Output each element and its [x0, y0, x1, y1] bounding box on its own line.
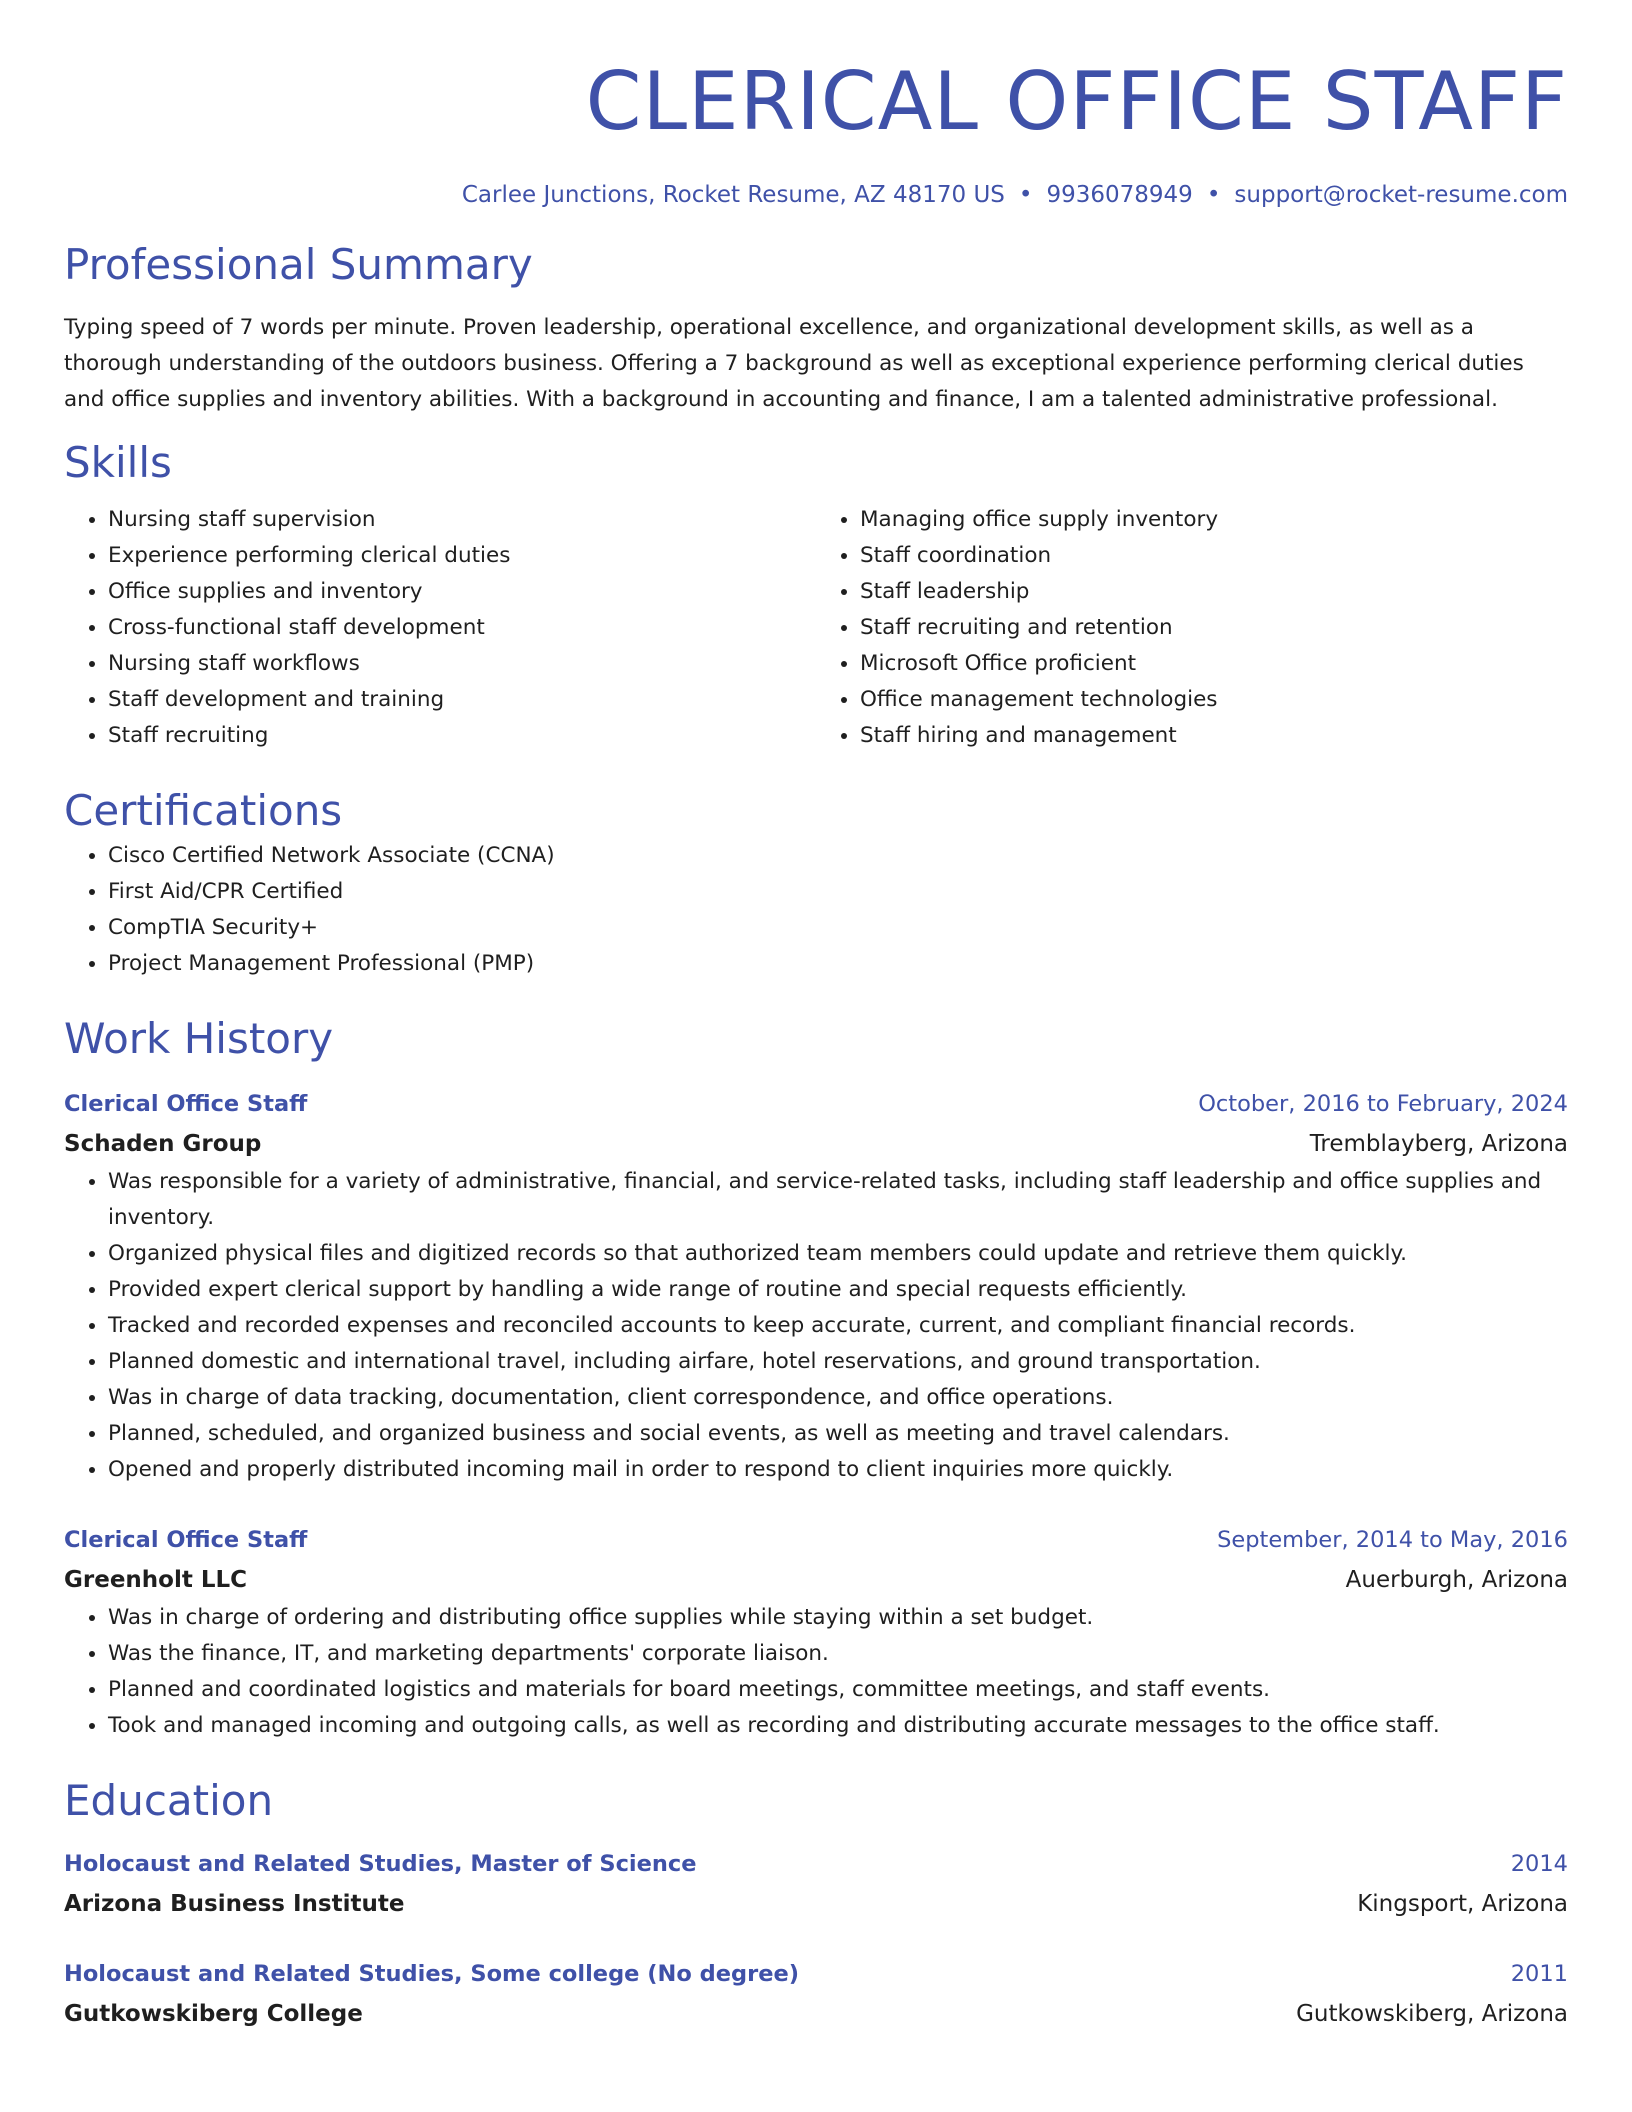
education-location: Kingsport, Arizona: [1357, 1891, 1568, 1917]
resume-page: [64, 0, 1568, 2034]
job-duty: • Was responsible for a variety of administrative, financial, and service-related tasks, including staff leadership and office supplies and inventory.: [108, 1164, 1568, 1236]
job-duty: • Was in charge of ordering and distributing office supplies while staying within a set budget.: [108, 1600, 1568, 1636]
skill-item: • Managing office supply inventory: [860, 502, 1568, 538]
job-duty: • Provided expert clerical support by handling a wide range of routine and special requests efficiently.: [108, 1272, 1568, 1308]
skills-heading: Skills: [64, 438, 172, 487]
job-location: Tremblayberg, Arizona: [1309, 1131, 1568, 1157]
job-duty: • Organized physical files and digitized records so that authorized team members could update and retrieve them quickly.: [108, 1236, 1568, 1272]
job-duties-list: [64, 1164, 1568, 1488]
contact-phone: 9936078949: [1046, 182, 1193, 208]
contact-line: [64, 180, 1568, 210]
job-dates: October, 2016 to February, 2024: [1198, 1091, 1568, 1117]
education-year: 2011: [1510, 1961, 1568, 1987]
contact-address: Carlee Junctions, Rocket Resume, AZ 48170 US: [461, 182, 1005, 208]
certifications-heading: Certifications: [64, 786, 343, 835]
skill-item: • Staff recruiting and retention: [860, 610, 1568, 646]
summary-heading: Professional Summary: [64, 240, 533, 289]
skill-item: • Experience performing clerical duties: [108, 538, 816, 574]
skill-item: • Staff recruiting: [108, 718, 816, 754]
job-duty: • Planned and coordinated logistics and materials for board meetings, committee meetings, and staff events.: [108, 1672, 1568, 1708]
job-entry: [64, 1084, 1568, 1488]
education-header-row: [64, 1844, 1568, 1884]
skills-columns: [64, 502, 1568, 754]
contact-email: support@rocket-resume.com: [1234, 182, 1568, 208]
job-title: Clerical Office Staff: [64, 1527, 308, 1553]
job-duty: • Planned domestic and international travel, including airfare, hotel reservations, and ground transportation.: [108, 1344, 1568, 1380]
work-history-heading: Work History: [64, 1014, 334, 1063]
job-duty: • Was the finance, IT, and marketing departments' corporate liaison.: [108, 1636, 1568, 1672]
certification-item: • Cisco Certified Network Associate (CCNA): [108, 838, 1568, 874]
job-dates: September, 2014 to May, 2016: [1217, 1527, 1568, 1553]
job-duties-list: [64, 1600, 1568, 1744]
skill-item: • Staff development and training: [108, 682, 816, 718]
job-employer-row: [64, 1124, 1568, 1164]
skill-item: • Office supplies and inventory: [108, 574, 816, 610]
certification-item: • Project Management Professional (PMP): [108, 946, 1568, 982]
skill-item: • Nursing staff supervision: [108, 502, 816, 538]
education-degree: Holocaust and Related Studies, Master of Science: [64, 1851, 697, 1877]
education-header-row: [64, 1954, 1568, 1994]
job-duty: • Took and managed incoming and outgoing calls, as well as recording and distributing accurate messages to the office staff.: [108, 1708, 1568, 1744]
job-employer-row: [64, 1560, 1568, 1600]
skill-item: • Microsoft Office proficient: [860, 646, 1568, 682]
education-school: Arizona Business Institute: [64, 1891, 405, 1917]
education-entry: [64, 1844, 1568, 1924]
education-year: 2014: [1510, 1851, 1568, 1877]
job-duty: • Opened and properly distributed incoming mail in order to respond to client inquiries more quickly.: [108, 1452, 1568, 1488]
job-employer: Greenholt LLC: [64, 1567, 248, 1593]
education-entry: [64, 1954, 1568, 2034]
skill-item: • Staff hiring and management: [860, 718, 1568, 754]
certification-item: • First Aid/CPR Certified: [108, 874, 1568, 910]
candidate-name: CLERICAL OFFICE STAFF: [585, 55, 1568, 148]
job-header-row: [64, 1084, 1568, 1124]
skill-item: • Office management technologies: [860, 682, 1568, 718]
job-duty: • Planned, scheduled, and organized business and social events, as well as meeting and travel calendars.: [108, 1416, 1568, 1452]
education-school-row: [64, 1884, 1568, 1924]
certification-item: • CompTIA Security+: [108, 910, 1568, 946]
skill-item: • Cross-functional staff development: [108, 610, 816, 646]
education-heading: Education: [64, 1776, 274, 1825]
job-title: Clerical Office Staff: [64, 1091, 308, 1117]
job-header-row: [64, 1520, 1568, 1560]
skills-left-list: [64, 502, 816, 754]
certifications-list: [64, 838, 1568, 982]
contact-separator: •: [1018, 182, 1033, 208]
skill-item: • Staff leadership: [860, 574, 1568, 610]
job-duty: • Was in charge of data tracking, documentation, client correspondence, and office operations.: [108, 1380, 1568, 1416]
education-location: Gutkowskiberg, Arizona: [1296, 2001, 1568, 2027]
education-degree: Holocaust and Related Studies, Some college (No degree): [64, 1961, 800, 1987]
job-duty: • Tracked and recorded expenses and reconciled accounts to keep accurate, current, and compliant financial records.: [108, 1308, 1568, 1344]
skill-item: • Nursing staff workflows: [108, 646, 816, 682]
skills-right-list: [816, 502, 1568, 754]
contact-separator: •: [1206, 182, 1221, 208]
skill-item: • Staff coordination: [860, 538, 1568, 574]
education-school: Gutkowskiberg College: [64, 2001, 363, 2027]
job-employer: Schaden Group: [64, 1131, 262, 1157]
summary-text: Typing speed of 7 words per minute. Proven leadership, operational excellence, and organizational development skills, as well as a thorough understanding of the outdoors business. Offering a 7 background as well as exceptional experience performing clerical duties and office supplies and inventory abilities. With a background in accounting and finance, I am a talented administrative professional.: [64, 315, 1524, 412]
education-school-row: [64, 1994, 1568, 2034]
job-location: Auerburgh, Arizona: [1345, 1567, 1568, 1593]
job-entry: [64, 1520, 1568, 1744]
